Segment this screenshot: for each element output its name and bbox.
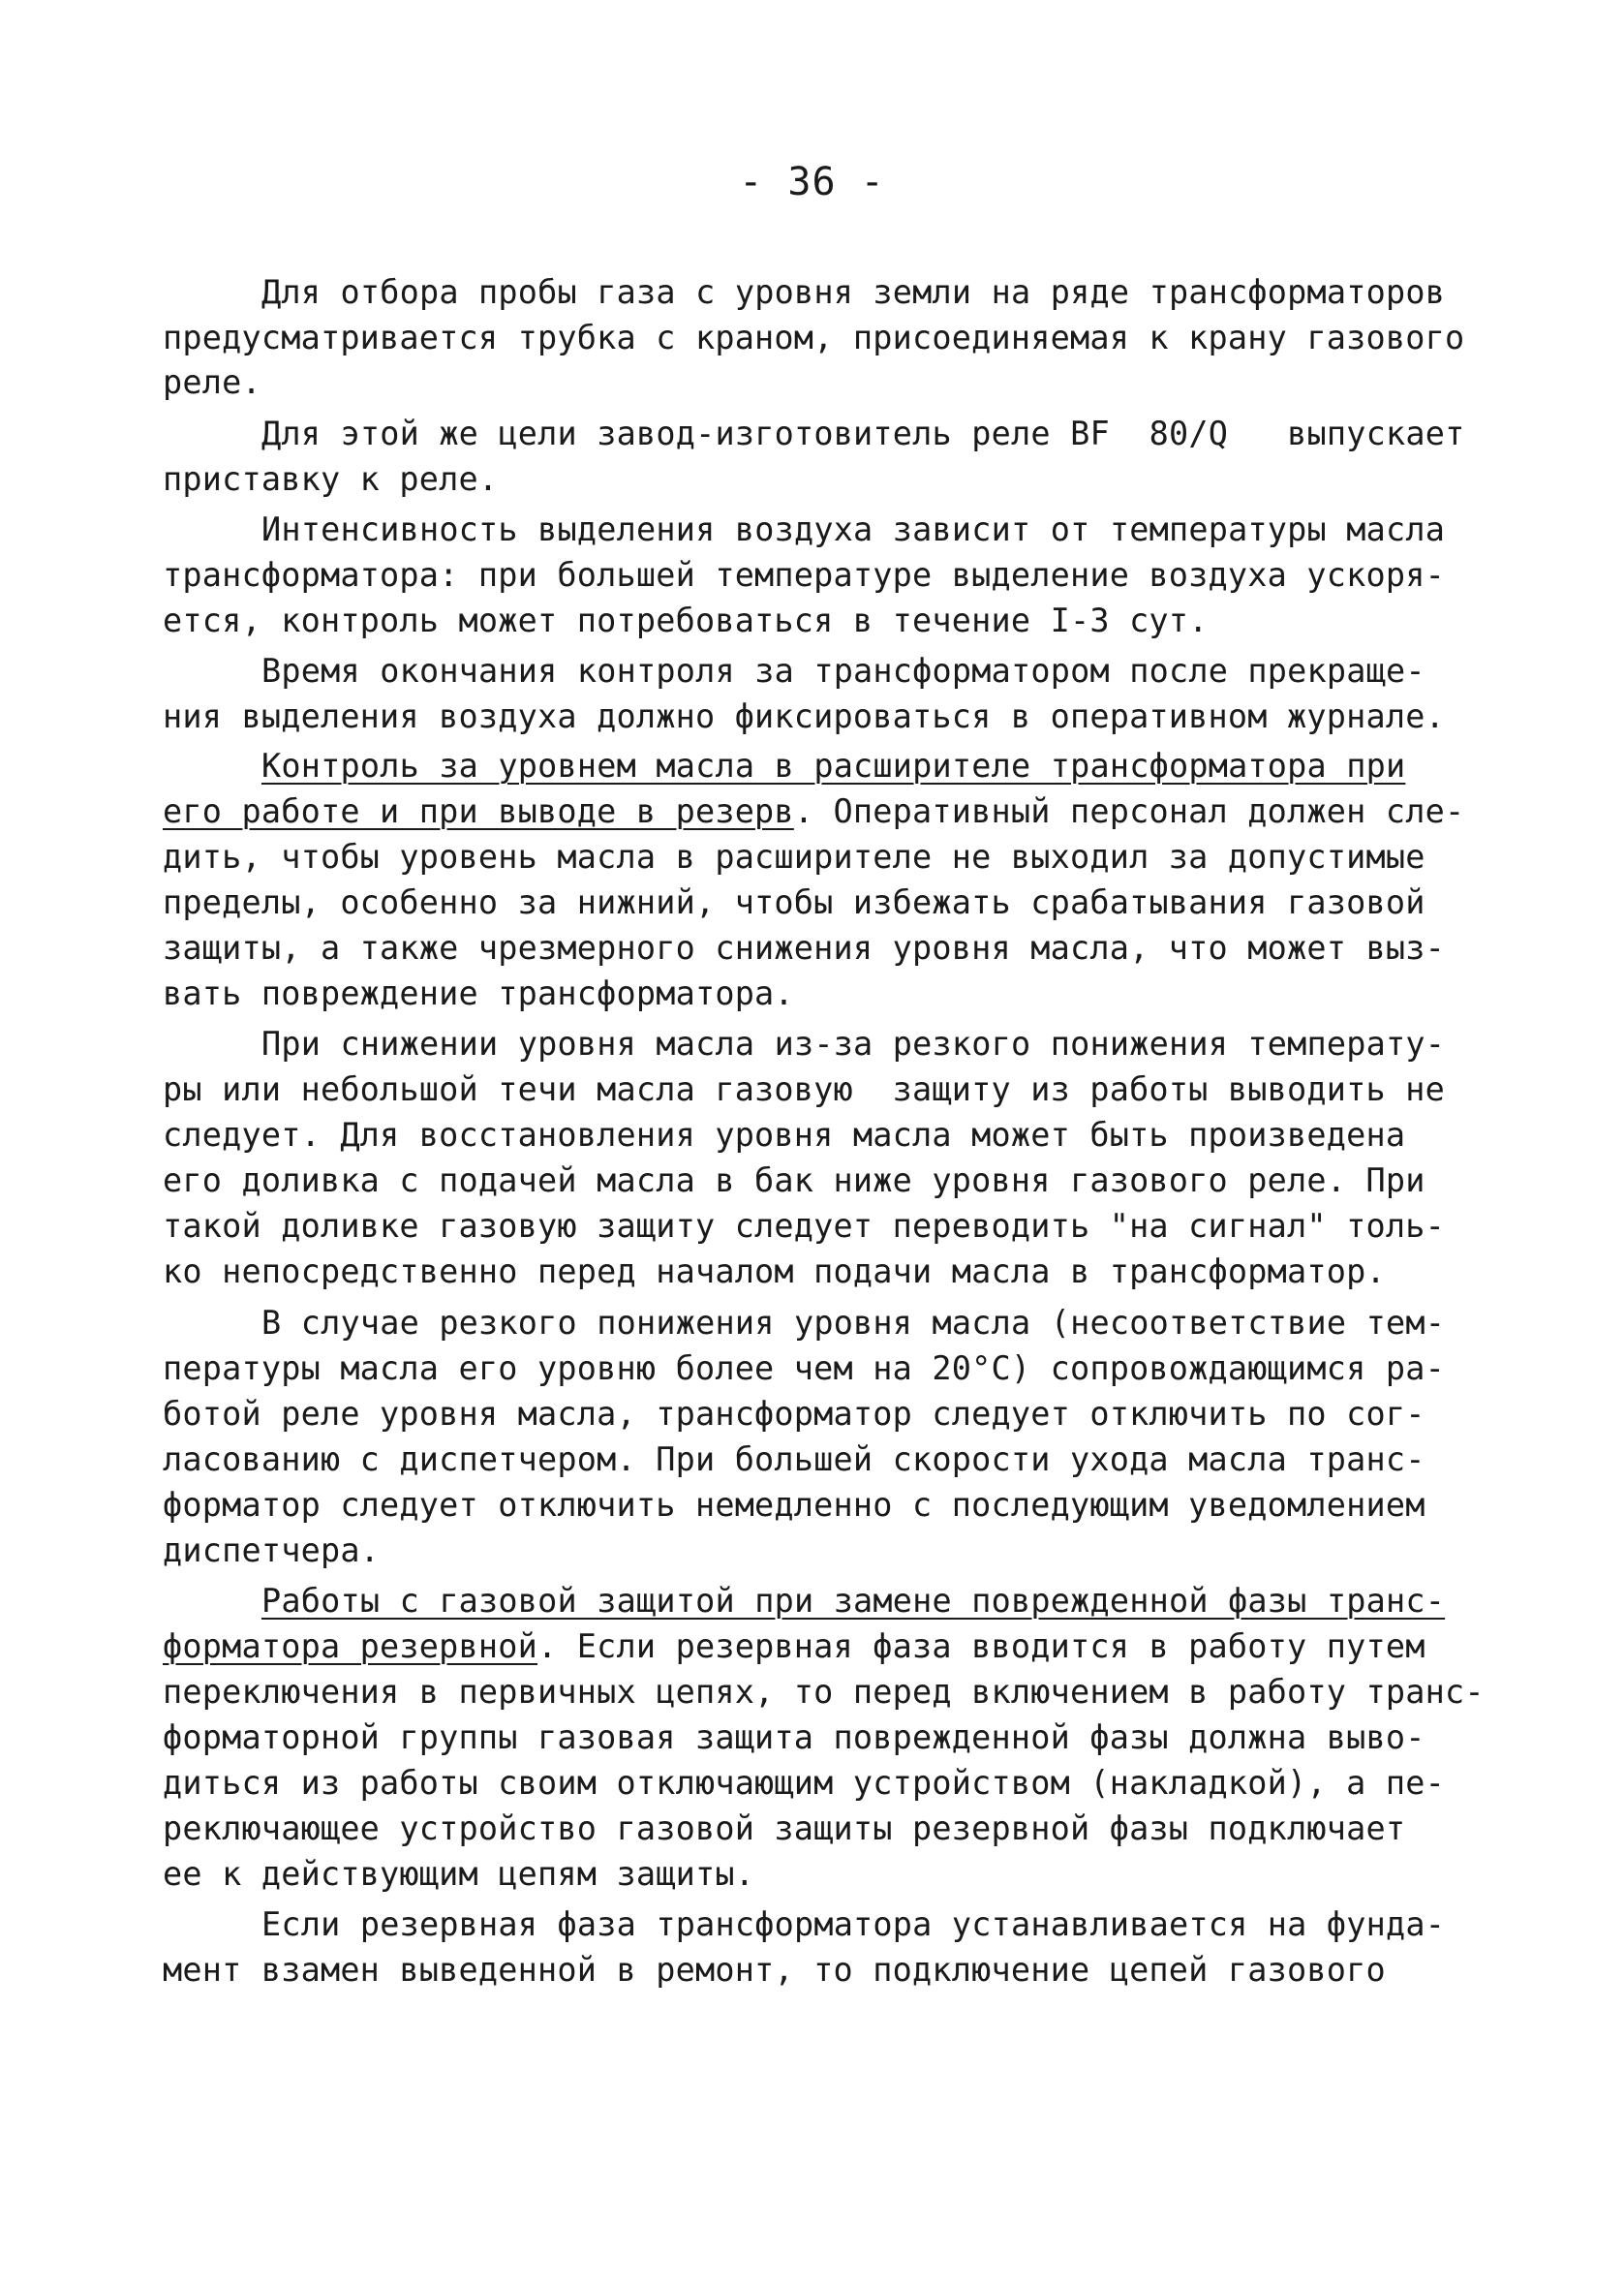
text-line: реключающее устройство газовой защиты резервной фазы подключает [163,1809,1406,1847]
text-line: такой доливке газовую защиту следует переводить "на сигнал" толь- [163,1207,1445,1245]
section-heading-end: его работе и при выводе в резерв [163,792,794,830]
text-line: диться из работы своим отключающим устройством (накладкой), а пе- [163,1764,1445,1802]
text-line: диспетчера. [163,1531,381,1569]
text-line: ласованию с диспетчером. При большей скорости ухода масла транс- [163,1440,1425,1478]
text-line [163,1627,1425,1666]
text-line: мент взамен выведенной в ремонт, то подключение цепей газового [163,1951,1386,1989]
text-line: приставку к реле. [163,460,499,498]
text-line: пературы масла его уровню более чем на 20°С) сопровождающимся ра- [163,1349,1445,1387]
section-heading-line: Контроль за уровнем масла в расширителе трансформатора при [261,747,1406,785]
text-line: ботой реле уровня масла, трансформатор следует отключить по сог- [163,1395,1425,1433]
text-line: трансформатора: при большей температуре выделение воздуха ускоря- [163,556,1445,594]
text-line: ко непосредственно перед началом подачи масла в трансформатор. [163,1252,1386,1290]
text-line: переключения в первичных цепях, то перед включением в работу транс- [163,1673,1485,1711]
text-line: его доливка с подачей масла в бак ниже уровня газового реле. При [163,1161,1425,1199]
text-line: В случае резкого понижения уровня масла (несоответствие тем- [261,1304,1446,1342]
text-line: Для отбора пробы газа с уровня земли на ряде трансформаторов [261,273,1446,311]
text-line: дить, чтобы уровень масла в расширителе не выходил за допустимые [163,838,1425,876]
text-line: ния выделения воздуха должно фиксироваться в оперативном журнале. [163,697,1445,735]
text-line [163,792,1464,831]
text-line: форматор следует отключить немедленно с последующим уведомлением [163,1486,1425,1524]
text-line: Время окончания контроля за трансформатором после прекраще- [261,652,1425,690]
text-line: Интенсивность выделения воздуха зависит от температуры масла [261,510,1446,548]
text-line: предусматривается трубка с краном, присоединяемая к крану газового [163,319,1465,356]
page-number: - 36 - [739,160,885,204]
text-span: . Если резервная фаза вводится в работу путем [537,1627,1425,1665]
text-line: форматорной группы газовая защита поврежденной фазы должна выво- [163,1718,1425,1756]
text-line: ры или небольшой течи масла газовую защиту из работы выводить не [163,1070,1445,1108]
text-line: следует. Для восстановления уровня масла может быть произведена [163,1116,1406,1154]
text-span: . Оперативный персонал должен сле- [793,792,1465,830]
section-heading-end: форматора резервной [163,1627,538,1665]
text-line: пределы, особенно за нижний, чтобы избежать срабатывания газовой [163,883,1425,921]
text-line: Если резервная фаза трансформатора устанавливается на фунда- [261,1905,1446,1943]
text-line: Для этой же цели завод-изготовитель реле BF 80/Q выпускает [261,415,1465,452]
section-heading-line: Работы с газовой защитой при замене поврежденной фазы транс- [261,1582,1446,1620]
text-line: ее к действующим цепям защиты. [163,1855,755,1893]
text-line: вать повреждение трансформатора. [163,974,794,1012]
text-line: реле. [163,363,261,401]
text-line: защиты, а также чрезмерного снижения уровня масла, что может выз- [163,929,1445,967]
text-line: При снижении уровня масла из-за резкого понижения температу- [261,1025,1446,1063]
text-line: ется, контроль может потребоваться в течение I-3 сут. [163,602,1209,639]
